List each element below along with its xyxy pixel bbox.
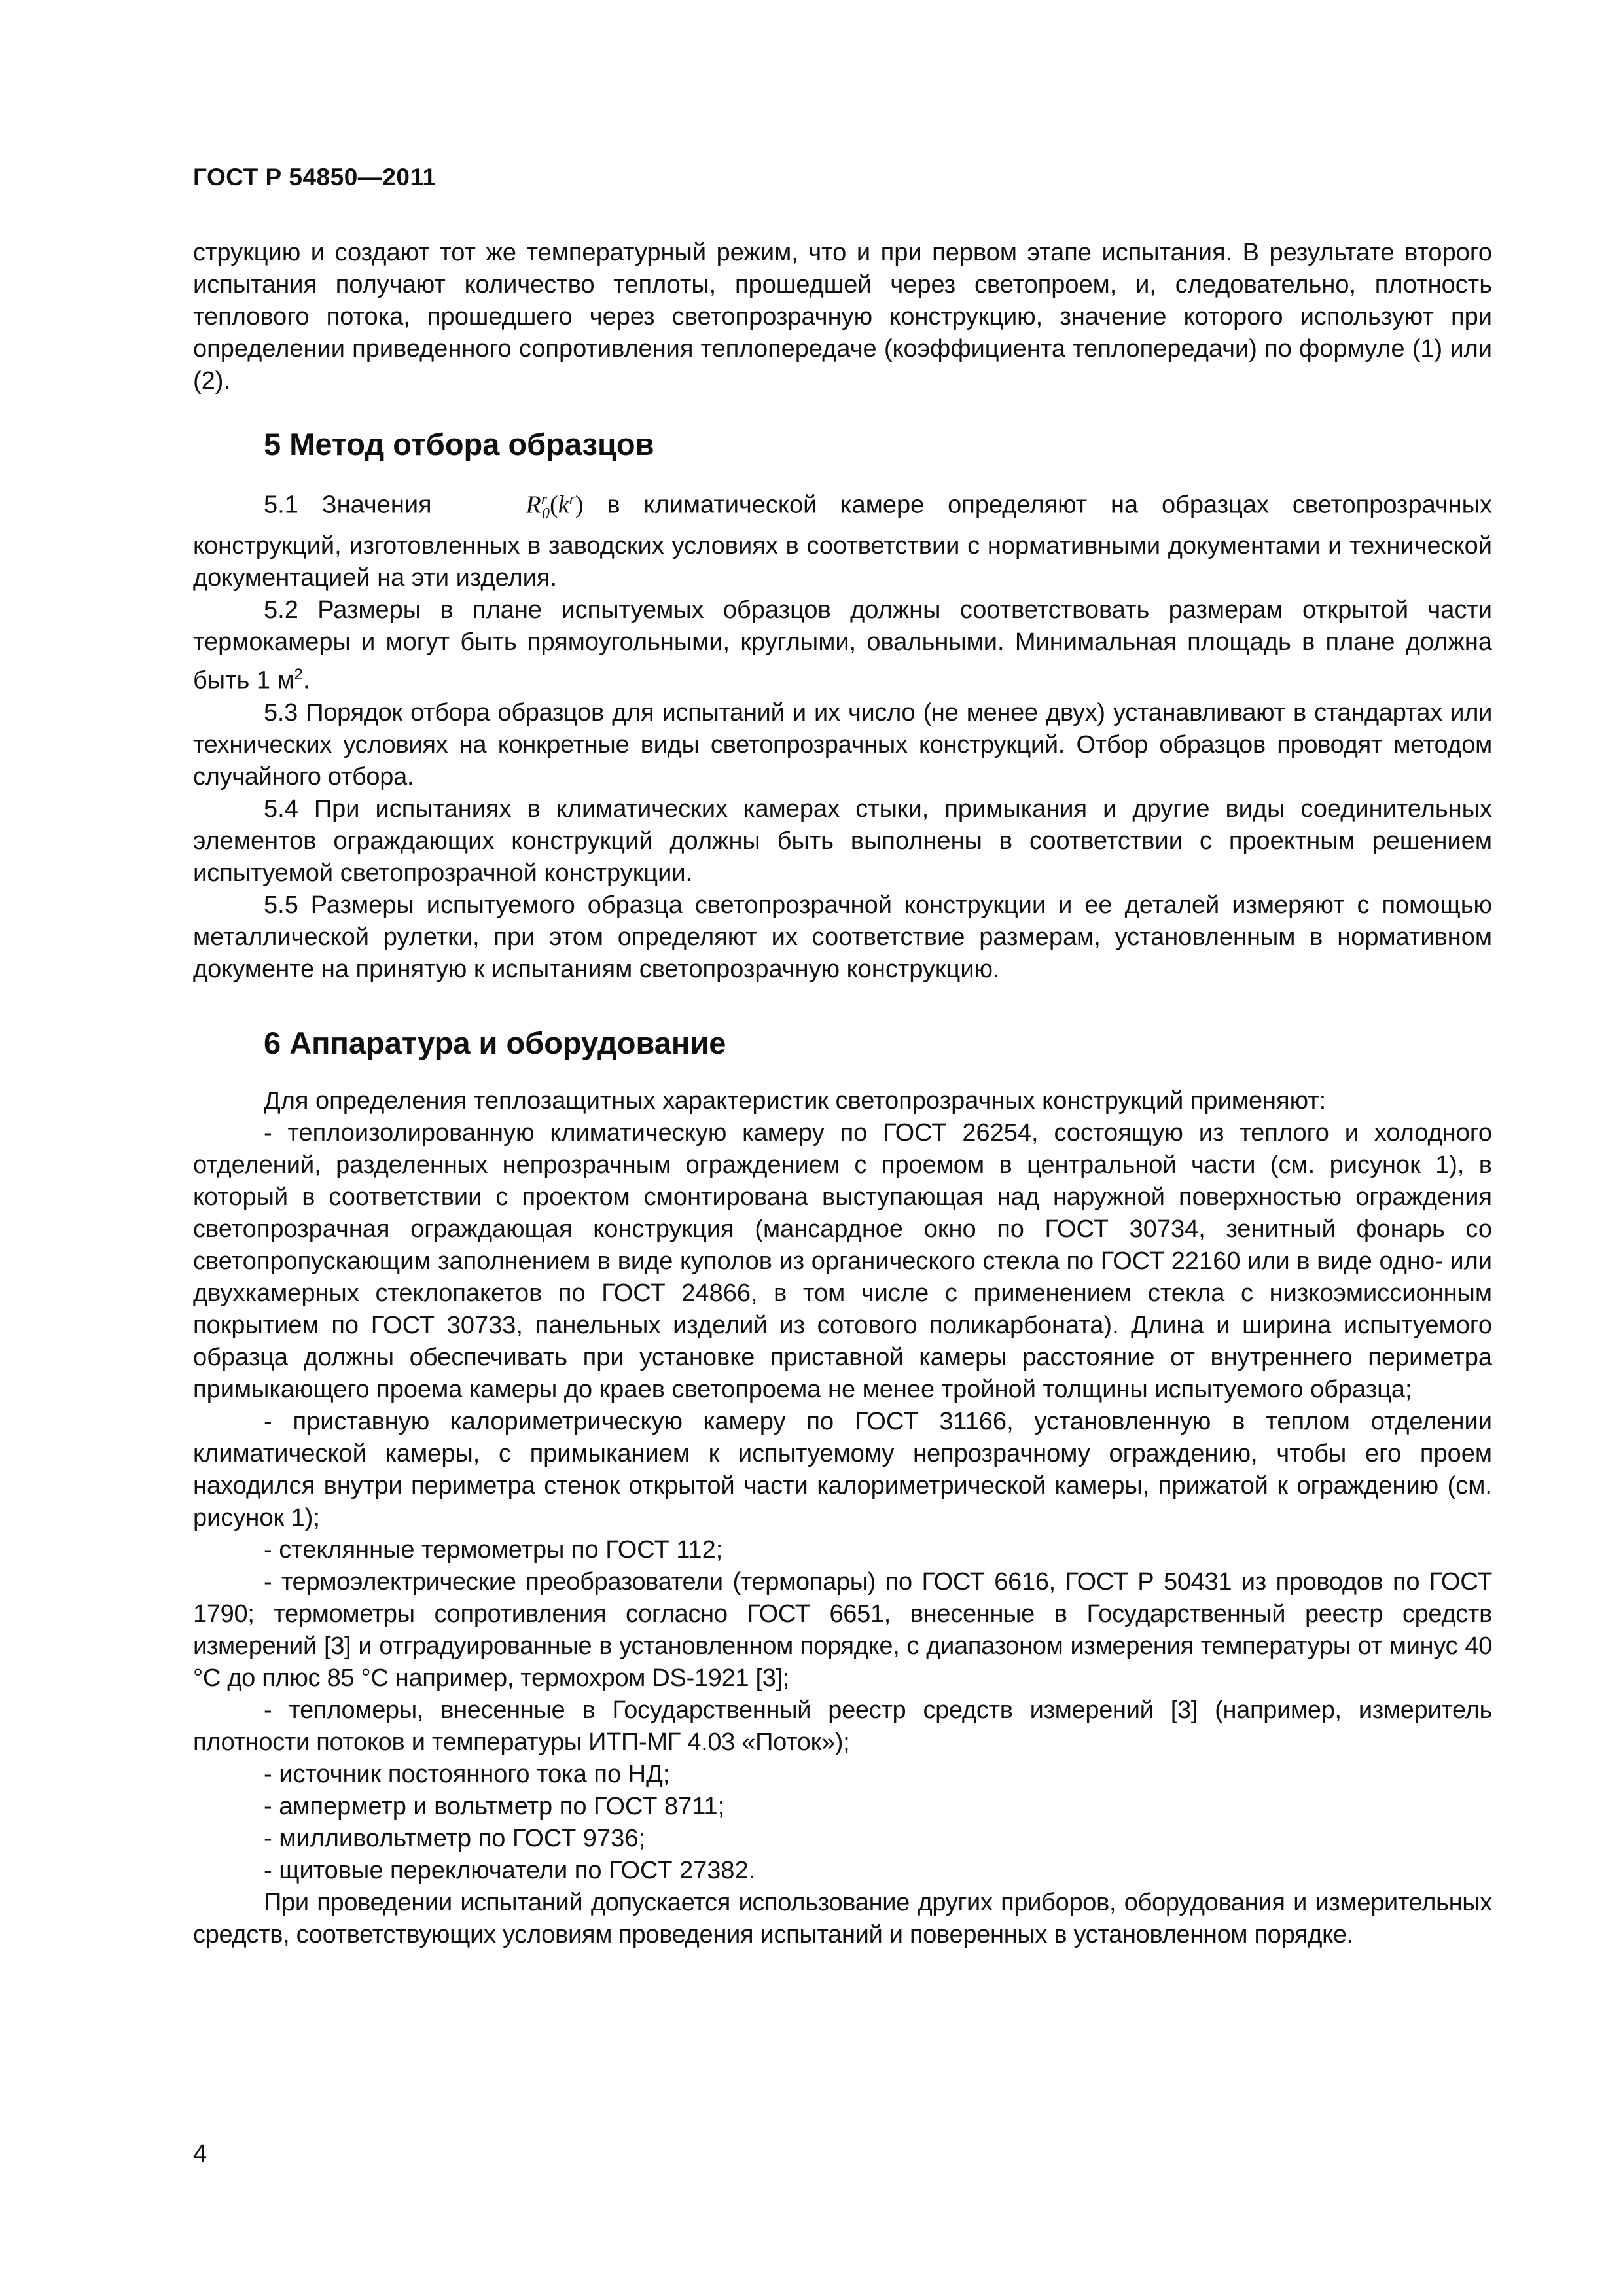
- paragraph-5-1-rest: в климатической камере определяют на образцах светопрозрачных конструкций, изготовленных в заводских условиях в соответствии с нормативными документами и технической документацией на эти изделия.: [193, 491, 1492, 592]
- list-item: - термоэлектрические преобразователи (термопары) по ГОСТ 6616, ГОСТ Р 50431 из проводов по ГОСТ 1790; термометры сопротивления согласно ГОСТ 6651, внесенные в Государственный реестр средств измерений [3] и отградуированные в установленном порядке, с диапазоном измерения температуры от минус 40 °С до плюс 85 °С например, термохром DS-1921 [3];: [193, 1568, 1492, 1692]
- formula-r0-k-symbol: $R^r_0(k^r)$: [526, 491, 584, 523]
- paragraph-5-2: [193, 594, 1492, 697]
- page-number: 4: [193, 2140, 207, 2168]
- paragraph-5-4: 5.4 При испытаниях в климатических камерах стыки, примыкания и другие виды соединительных элементов ограждающих конструкций должны быть выполнены в соответствии с проектным решением испытуемой светопрозрачной конструкции.: [193, 795, 1492, 887]
- list-item: - милливольтметр по ГОСТ 9736;: [264, 1824, 646, 1852]
- paragraph-5-2-text: 5.2 Размеры в плане испытуемых образцов должны соответствовать размерам открытой части термокамеры и могут быть прямоугольными, круглыми, овальными. Минимальная площадь в плане должна быть 1 м: [193, 596, 1492, 694]
- formula-symbol-r: R: [526, 491, 541, 519]
- paragraph-6-intro: Для определения теплозащитных характеристик светопрозрачных конструкций применяют:: [264, 1086, 1327, 1115]
- list-item: - щитовые переключатели по ГОСТ 27382.: [264, 1856, 756, 1884]
- paragraph-6-closing: При проведении испытаний допускается использование других приборов, оборудования и измерительных средств, соответствующих условиям проведения испытаний и поверенных в установленном порядке.: [193, 1888, 1492, 1948]
- document-header-code: ГОСТ Р 54850—2011: [193, 164, 437, 190]
- formula-symbol-r-sub: 0: [542, 505, 550, 523]
- paragraph-5-2-end: .: [303, 666, 310, 694]
- page-content: [193, 237, 1492, 1951]
- list-item: - источник постоянного тока по НД;: [264, 1760, 670, 1788]
- section-5-title: 5 Метод отбора образцов: [264, 427, 654, 461]
- paragraph-5-5: 5.5 Размеры испытуемого образца светопрозрачной конструкции и ее деталей измеряют с помощью металлической рулетки, при этом определяют их соответствие размерам, установленным в нормативном документе на принятую к испытаниям светопрозрачную конструкцию.: [193, 891, 1492, 983]
- paragraph-5-1-lead: 5.1 Значения: [264, 491, 455, 519]
- list-item: - приставную калориметрическую камеру по ГОСТ 31166, установленную в теплом отделении климатической камеры, с примыканием к испытуемому непрозрачному ограждению, чтобы его проем находился внутри периметра стенок открытой части калориметрической камеры, прижатой к ограждению (см. рисунок 1);: [193, 1407, 1492, 1532]
- section-6-title: 6 Аппаратура и оборудование: [264, 1025, 726, 1060]
- intro-paragraph: струкцию и создают тот же температурный режим, что и при первом этапе испытания. В результате второго испытания получают количество теплоты, прошедшей через светопроем, и, следовательно, плотность теплового потока, прошедшего через светопрозрачную конструкцию, значение которого используют при определении приведенного сопротивления теплопередаче (коэффициента теплопередачи) по формуле (1) или (2).: [193, 239, 1492, 395]
- paragraph-5-1: [193, 484, 1492, 594]
- list-item: - амперметр и вольтметр по ГОСТ 8711;: [264, 1792, 725, 1820]
- list-item: - стеклянные термометры по ГОСТ 112;: [264, 1535, 723, 1564]
- formula-symbol-k: k: [558, 491, 569, 519]
- list-item: - тепломеры, внесенные в Государственный реестр средств измерений [3] (например, измеритель плотности потоков и температуры ИТП-МГ 4.03 «Поток»);: [193, 1696, 1492, 1756]
- paragraph-5-2-sup: 2: [294, 666, 304, 684]
- list-item: - теплоизолированную климатическую камеру по ГОСТ 26254, состоящую из теплого и холодного отделений, разделенных непрозрачным ограждением с проемом в центральной части (см. рисунок 1), в который в соответствии с проектом смонтирована выступающая над наружной поверхностью ограждения светопрозрачная ограждающая конструкция (мансардное окно по ГОСТ 30734, зенитный фонарь со светопропускающим заполнением в виде куполов из органического стекла по ГОСТ 22160 или в виде одно- или двухкамерных стеклопакетов по ГОСТ 24866, в том числе с применением стекла с низкоэмиссионным покрытием по ГОСТ 30733, панельных изделий из сотового поликарбоната). Длина и ширина испытуемого образца должны обеспечивать при установке приставной камеры расстояние от внутреннего периметра примыкающего проема камеры до краев светопроема не менее тройной толщины испытуемого образца;: [193, 1119, 1492, 1403]
- paragraph-5-3: 5.3 Порядок отбора образцов для испытаний и их число (не менее двух) устанавливают в стандартах или технических условиях на конкретные виды светопрозрачных конструкций. Отбор образцов проводят методом случайного отбора.: [193, 698, 1492, 791]
- formula-symbol-k-sup: r: [569, 491, 575, 508]
- formula-symbol-r-sup: r: [541, 491, 548, 508]
